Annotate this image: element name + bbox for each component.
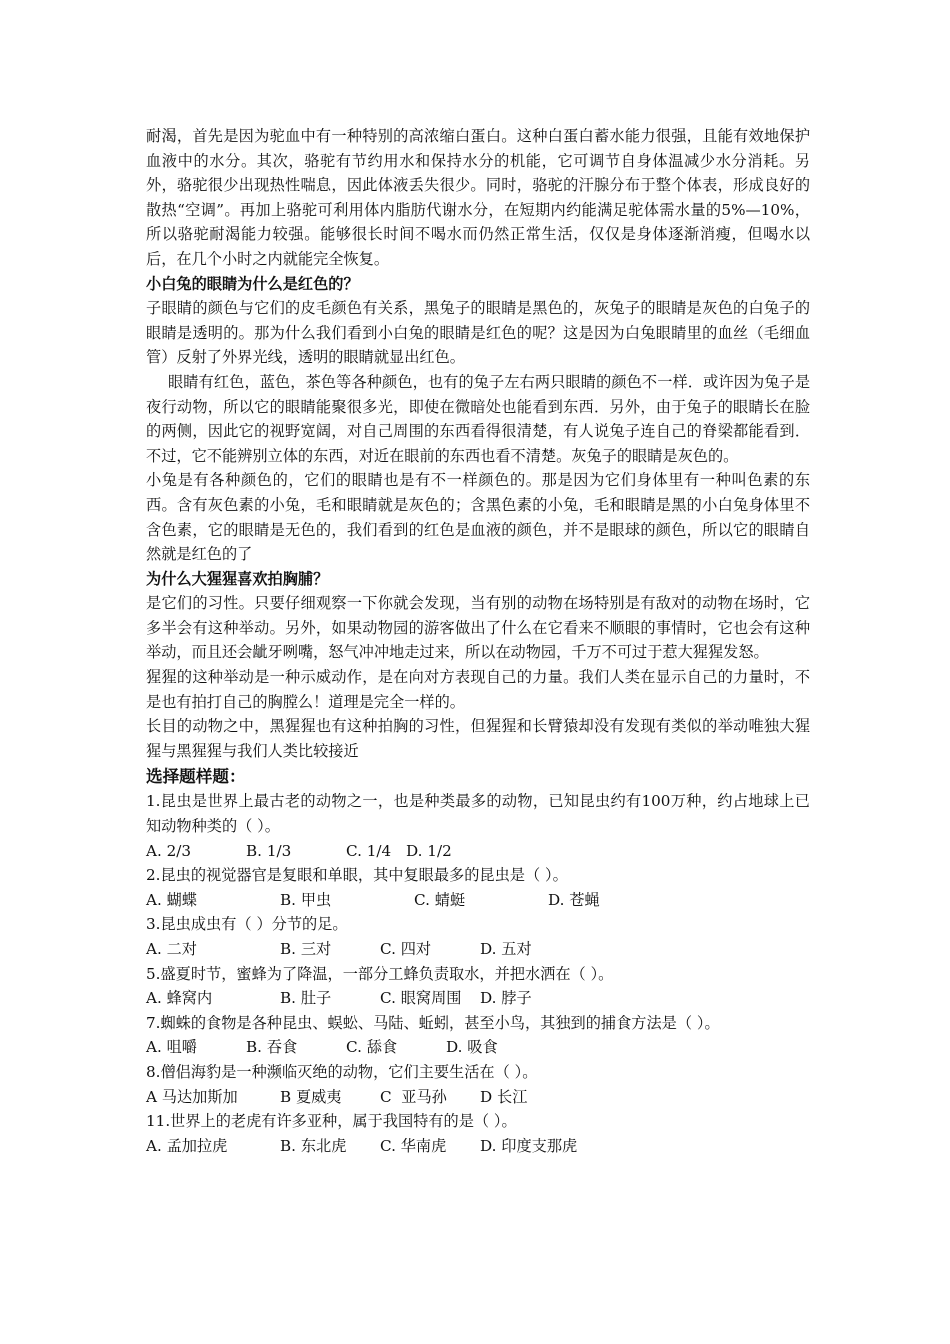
option: C. 华南虎 [380, 1136, 447, 1155]
options-8 [146, 1085, 810, 1110]
rabbit-heading: 小白兔的眼睛为什么是红色的？ [146, 274, 359, 293]
option: D. 苍蝇 [548, 890, 600, 909]
option: C. 1/4 [346, 841, 392, 860]
option: C. 蜻蜓 [414, 890, 466, 909]
options-3 [146, 937, 810, 962]
option: B. 肚子 [280, 989, 332, 1008]
gorilla-paragraph-1: 是它们的习性。只要仔细观察一下你就会发现，当有别的动物在场特别是有敌对的动物在场时，它多半会有这种举动。另外，如果动物园的游客做出了什么在它看来不顺眼的事情时，它也会有这种举动，而且还会龇牙咧嘴，怒气冲冲地走过来，所以在动物园，千万不可过于惹大猩猩发怒。 [146, 594, 810, 662]
options-1 [146, 839, 810, 864]
option: A. 蜂窝内 [146, 989, 213, 1008]
option: A 马达加斯加 [146, 1087, 238, 1106]
option: D. 五对 [480, 940, 532, 958]
document-page [146, 124, 810, 1158]
option: B. 吞食 [246, 1038, 298, 1057]
rabbit-paragraph-2: 眼睛有红色，蓝色，茶色等各种颜色，也有的兔子左右两只眼睛的颜色不一样．或许因为兔子是夜行动物，所以它的眼睛能聚很多光，即使在微暗处也能看到东西．另外，由于兔子的眼睛长在脸的两侧，因此它的视野宽阔，对自己周围的东西看得很清楚，有人说兔子连自己的脊梁都能看到．不过，它不能辨别立体的东西，对近在眼前的东西也看不清楚。灰兔子的眼睛是灰色的。 [146, 372, 810, 465]
gorilla-heading: 为什么大猩猩喜欢拍胸脯？ [146, 569, 329, 588]
option: B. 三对 [280, 940, 332, 958]
option: A. 蝴蝶 [146, 890, 197, 909]
option: D. 吸食 [446, 1038, 498, 1057]
option: D. 印度支那虎 [480, 1136, 578, 1155]
option: D. 1/2 [406, 841, 452, 860]
question-2: 2.昆虫的视觉器官是复眼和单眼，其中复眼最多的昆虫是（ ）。 [146, 866, 568, 885]
option: A. 二对 [146, 940, 197, 958]
options-5 [146, 986, 810, 1011]
option: A. 2/3 [146, 841, 192, 860]
question-1: 1.昆虫是世界上最古老的动物之一，也是种类最多的动物，已知昆虫约有100万种，约占地球上已知动物种类的（ ）。 [146, 792, 810, 836]
quiz-heading: 选择题样题： [146, 766, 246, 787]
option: B. 东北虎 [280, 1136, 347, 1155]
rabbit-paragraph-1: 子眼睛的颜色与它们的皮毛颜色有关系，黑兔子的眼睛是黑色的，灰兔子的眼睛是灰色的白兔子的眼睛是透明的。那为什么我们看到小白兔的眼睛是红色的呢？这是因为白兔眼睛里的血丝（毛细血管）反射了外界光线，透明的眼睛就显出红色。 [146, 299, 810, 367]
option: C. 四对 [380, 940, 432, 958]
question-3: 3.昆虫成虫有（ ）分节的足。 [146, 915, 348, 934]
gorilla-paragraph-2: 猩猩的这种举动是一种示威动作，是在向对方表现自己的力量。我们人类在显示自己的力量时，不是也有拍打自己的胸膛么！道理是完全一样的。 [146, 668, 810, 711]
rabbit-paragraph-3: 小兔是有各种颜色的，它们的眼睛也是有不一样颜色的。那是因为它们身体里有一种叫色素的东西。含有灰色素的小兔，毛和眼睛就是灰色的；含黑色素的小兔，毛和眼睛是黑的小白兔身体里不含色素，它的眼睛是无色的，我们看到的红色是血液的颜色，并不是眼球的颜色，所以它的眼睛自然就是红色的了 [146, 471, 810, 564]
option: B 夏威夷 [280, 1087, 342, 1106]
option: B. 甲虫 [280, 890, 332, 909]
options-7 [146, 1035, 810, 1060]
options-2 [146, 888, 810, 913]
question-5: 5.盛夏时节，蜜蜂为了降温，一部分工蜂负责取水，并把水洒在（ ）。 [146, 964, 614, 983]
question-8: 8.僧侣海豹是一种濒临灭绝的动物，它们主要生活在（ ）。 [146, 1062, 538, 1081]
camel-paragraph: 耐渴，首先是因为驼血中有一种特别的高浓缩白蛋白。这种白蛋白蓄水能力很强，且能有效地保护血液中的水分。其次，骆驼有节约用水和保持水分的机能，它可调节自身体温减少水分消耗。另外，骆驼很少出现热性喘息，因此体液丢失很少。同时，骆驼的汗腺分布于整个体表，形成良好的散热“空调”。再加上骆驼可利用体内脂肪代谢水分，在短期内约能满足驼体需水量的5%—10%，所以骆驼耐渴能力较强。能够很长时间不喝水而仍然正常生活，仅仅是身体逐渐消瘦，但喝水以后，在几个小时之内就能完全恢复。 [146, 127, 810, 268]
gorilla-paragraph-3: 长目的动物之中，黑猩猩也有这种拍胸的习性，但猩猩和长臂猿却没有发现有类似的举动唯独大猩猩与黑猩猩与我们人类比较接近 [146, 717, 810, 760]
option: C 亚马孙 [380, 1087, 447, 1106]
option: C. 舔食 [346, 1038, 398, 1057]
option: A. 咀嚼 [146, 1038, 197, 1057]
options-11 [146, 1134, 810, 1159]
option: D. 脖子 [480, 989, 532, 1008]
question-11: 11.世界上的老虎有许多亚种，属于我国特有的是（ ）。 [146, 1112, 517, 1131]
option: A. 孟加拉虎 [146, 1136, 228, 1155]
option: B. 1/3 [246, 841, 292, 860]
option: D 长江 [480, 1087, 528, 1106]
question-7: 7.蜘蛛的食物是各种昆虫、蜈蚣、马陆、蚯蚓，甚至小鸟，其独到的捕食方法是（ ）。 [146, 1013, 720, 1032]
option: C. 眼窝周围 [380, 989, 462, 1008]
